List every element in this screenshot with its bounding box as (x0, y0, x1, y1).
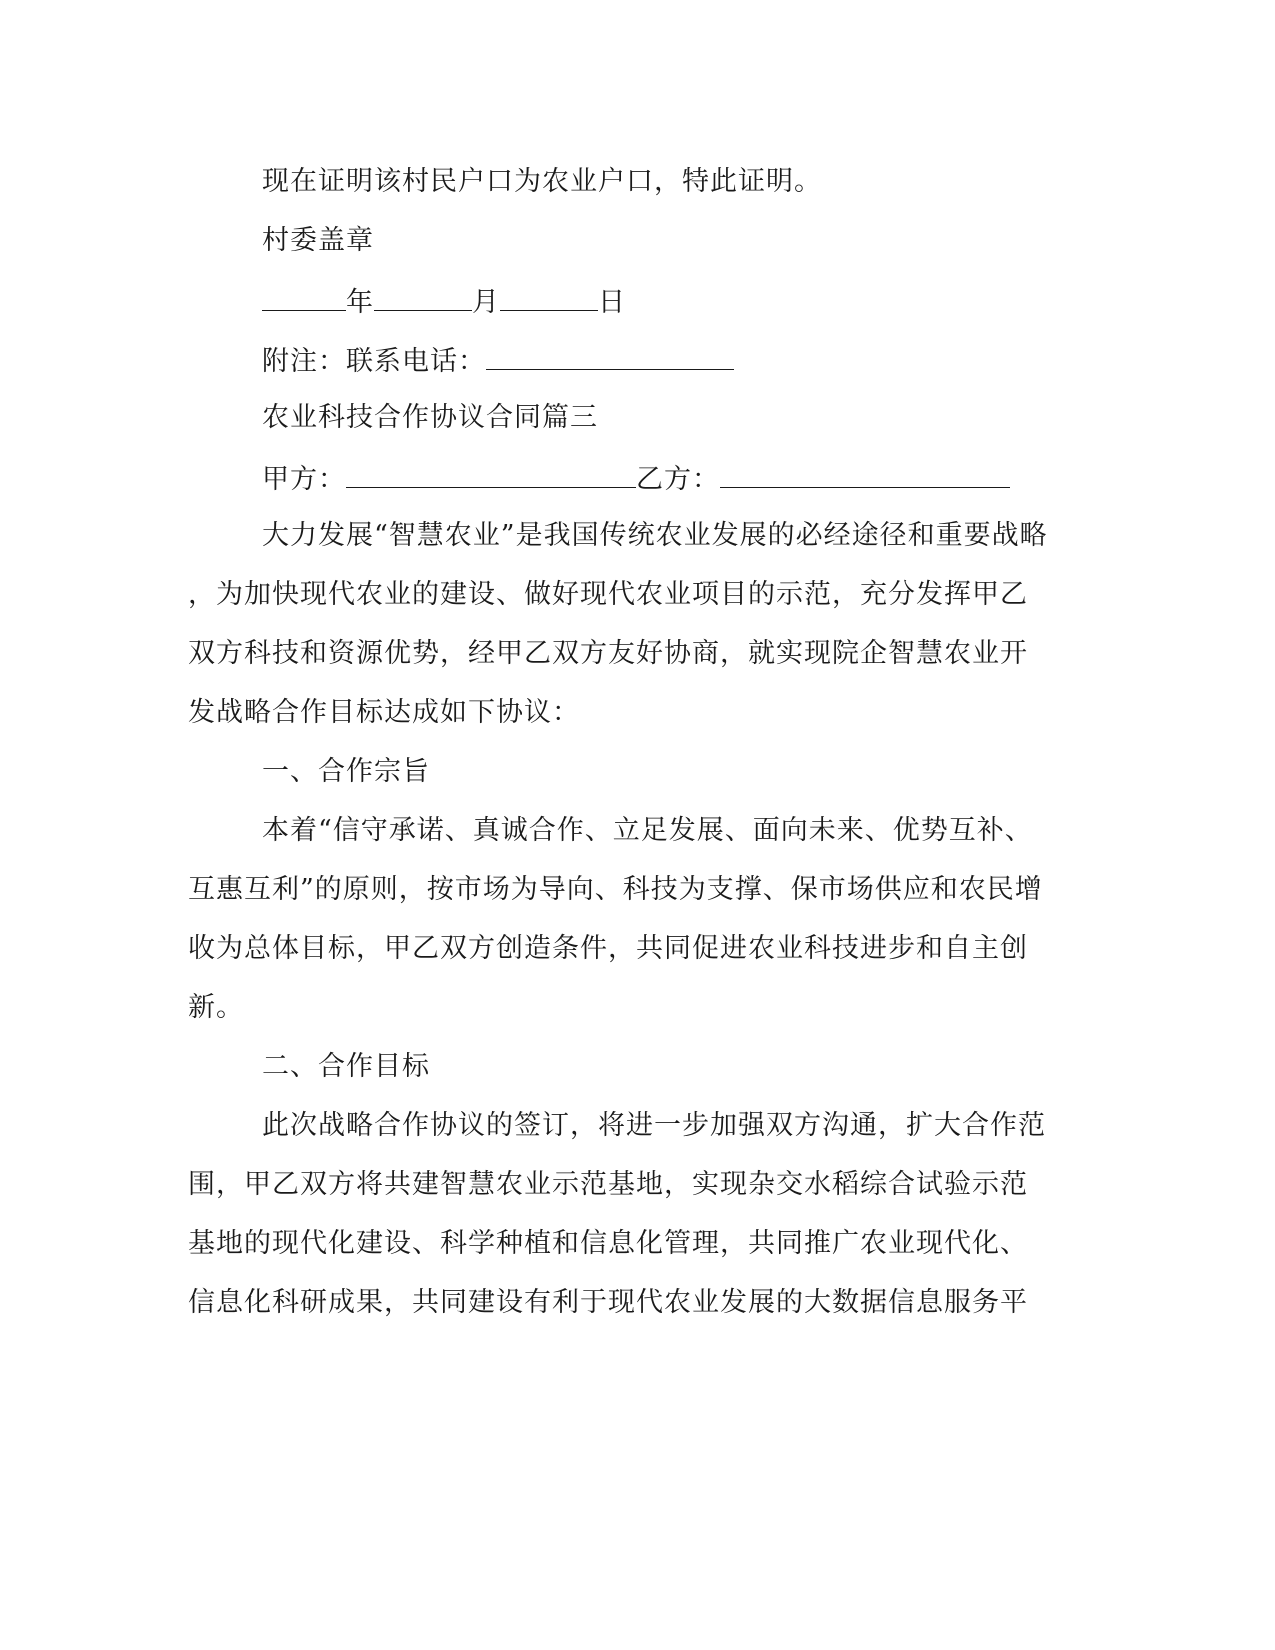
intro-line: 双方科技和资源优势，经甲乙双方友好协商，就实现院企智慧农业开 (188, 638, 1028, 669)
party-b-label: 乙方： (636, 464, 720, 495)
day-label: 日 (598, 287, 626, 318)
seal-label: 村委盖章 (262, 225, 374, 256)
section2-line: 信息化科研成果，共同建设有利于现代农业发展的大数据信息服务平 (188, 1287, 1028, 1318)
section1-line: 新。 (188, 992, 244, 1023)
section2-heading: 二、合作目标 (262, 1051, 430, 1082)
year-blank (262, 282, 346, 311)
phone-blank (486, 341, 734, 370)
date-line (262, 282, 626, 321)
section1-line: 互惠互利”的原则，按市场为导向、科技为支撑、保市场供应和农民增 (188, 874, 1043, 905)
note-label: 附注：联系电话： (262, 346, 486, 377)
party-b-blank (720, 459, 1010, 488)
note-line (262, 341, 734, 380)
section1-heading: 一、合作宗旨 (262, 756, 430, 787)
month-label: 月 (472, 287, 500, 318)
party-a-blank (346, 459, 636, 488)
parties-line (262, 459, 1010, 498)
section2-line: 围，甲乙双方将共建智慧农业示范基地，实现杂交水稻综合试验示范 (188, 1169, 1028, 1200)
section2-line: 基地的现代化建设、科学种植和信息化管理，共同推广农业现代化、 (188, 1228, 1028, 1259)
contract-title: 农业科技合作协议合同篇三 (262, 402, 598, 433)
party-a-label: 甲方： (262, 464, 346, 495)
intro-line: 发战略合作目标达成如下协议： (188, 697, 580, 728)
day-blank (500, 282, 598, 311)
section1-line: 本着“信守承诺、真诚合作、立足发展、面向未来、优势互补、 (262, 815, 1033, 846)
year-label: 年 (346, 287, 374, 318)
intro-line: ，为加快现代农业的建设、做好现代农业项目的示范，充分发挥甲乙 (188, 579, 1028, 610)
month-blank (374, 282, 472, 311)
intro-line: 大力发展“智慧农业”是我国传统农业发展的必经途径和重要战略 (262, 520, 1048, 551)
section1-line: 收为总体目标，甲乙双方创造条件，共同促进农业科技进步和自主创 (188, 933, 1028, 964)
section2-line: 此次战略合作协议的签订，将进一步加强双方沟通，扩大合作范 (262, 1110, 1046, 1141)
certificate-statement: 现在证明该村民户口为农业户口，特此证明。 (262, 166, 822, 197)
